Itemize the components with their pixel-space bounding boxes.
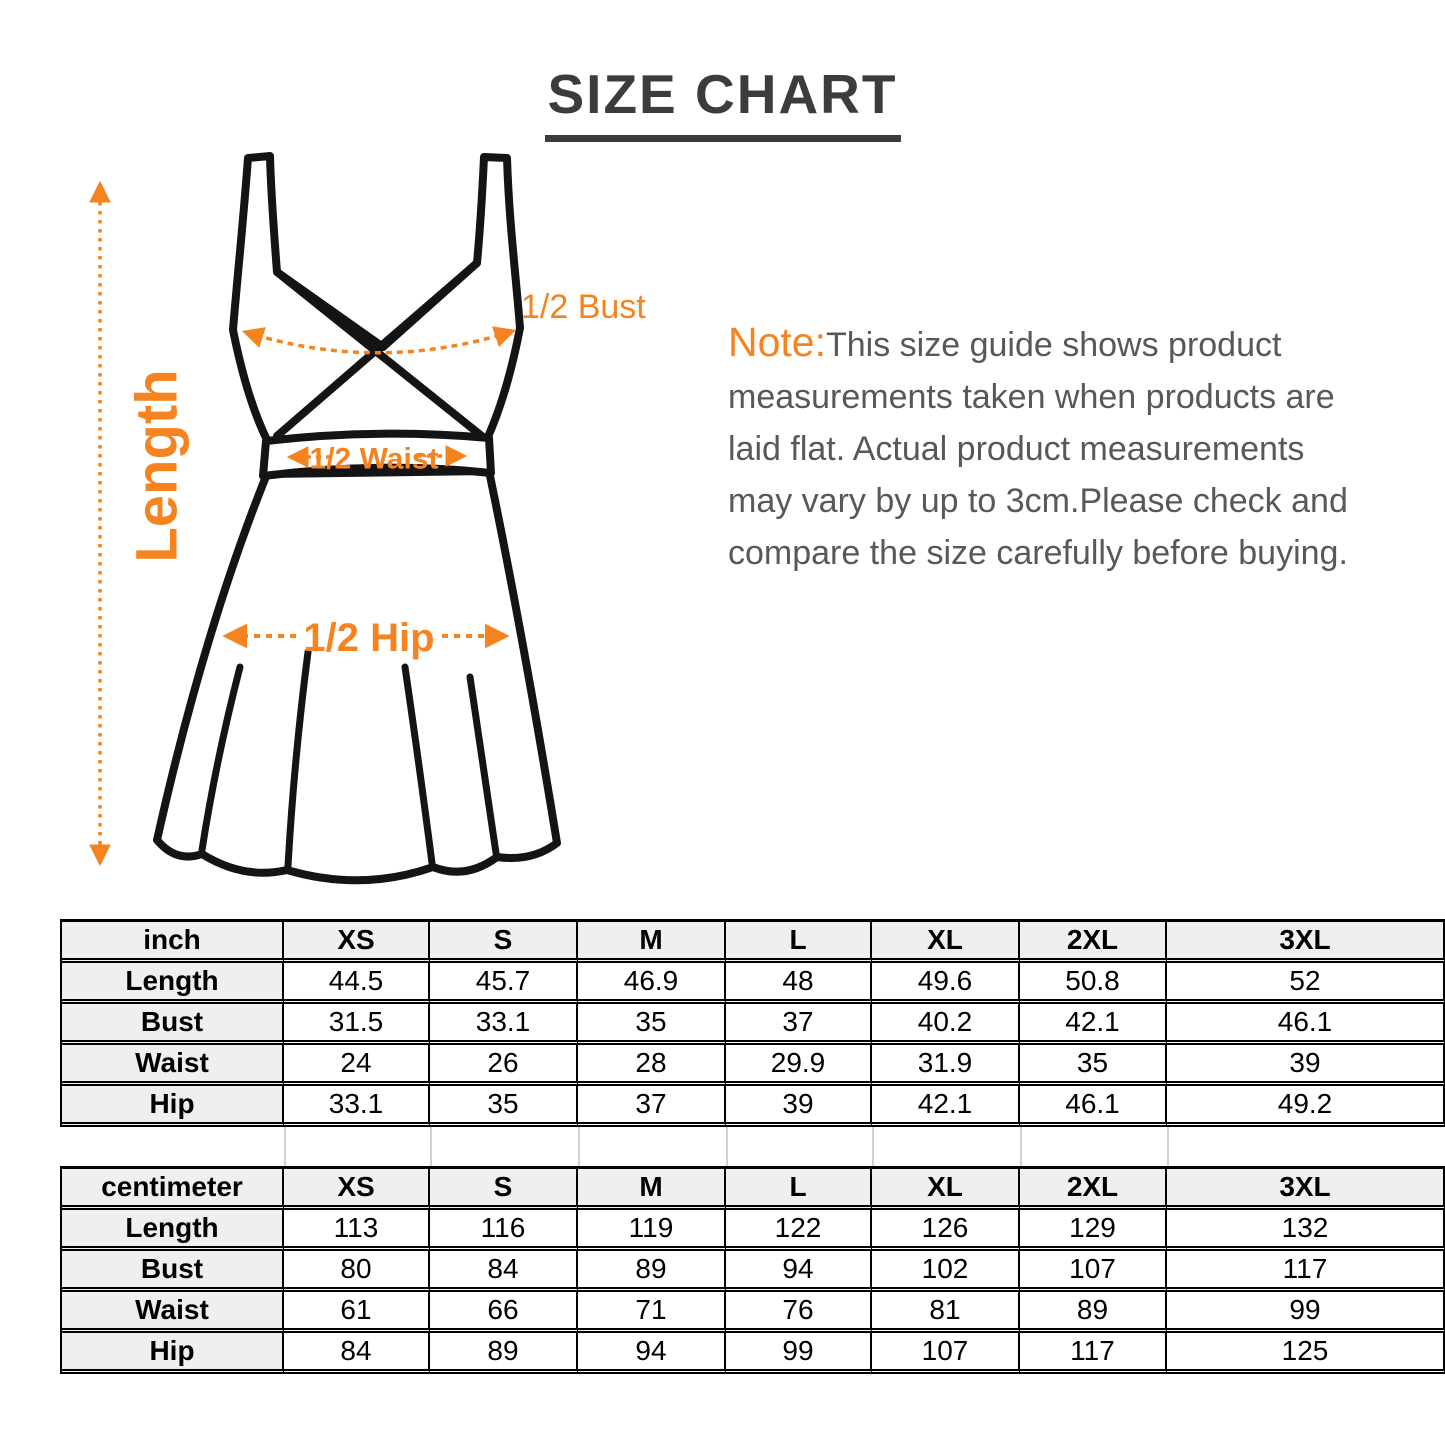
value-cell: 80	[284, 1251, 430, 1292]
value-cell: 35	[578, 1004, 726, 1045]
value-cell: 26	[430, 1045, 578, 1086]
size-header: M	[578, 922, 726, 963]
note-text-line: laid flat. Actual product measurements	[728, 430, 1305, 468]
size-header: 2XL	[1020, 922, 1167, 963]
size-header: 3XL	[1167, 922, 1445, 963]
row-label: Waist	[62, 1045, 284, 1086]
value-cell: 46.9	[578, 963, 726, 1004]
value-cell: 99	[726, 1333, 872, 1374]
value-cell: 46.1	[1167, 1004, 1445, 1045]
size-header: XS	[284, 922, 430, 963]
header	[0, 62, 1445, 142]
value-cell: 107	[1020, 1251, 1167, 1292]
size-header: S	[430, 1169, 578, 1210]
value-cell: 45.7	[430, 963, 578, 1004]
value-cell: 66	[430, 1292, 578, 1333]
table-row	[62, 1292, 1445, 1333]
value-cell: 46.1	[1020, 1086, 1167, 1127]
value-cell: 89	[430, 1333, 578, 1374]
header-row	[62, 1169, 1445, 1210]
value-cell: 99	[1167, 1292, 1445, 1333]
value-cell: 48	[726, 963, 872, 1004]
value-cell: 42.1	[1020, 1004, 1167, 1045]
value-cell: 35	[1020, 1045, 1167, 1086]
value-cell: 119	[578, 1210, 726, 1251]
value-cell: 39	[1167, 1045, 1445, 1086]
size-header: 2XL	[1020, 1169, 1167, 1210]
table-row	[62, 1004, 1445, 1045]
size-header: XL	[872, 922, 1020, 963]
note-block	[728, 316, 1400, 579]
table-row	[62, 1045, 1445, 1086]
size-tables	[60, 919, 1445, 1374]
value-cell: 89	[578, 1251, 726, 1292]
value-cell: 129	[1020, 1210, 1167, 1251]
value-cell: 94	[726, 1251, 872, 1292]
value-cell: 76	[726, 1292, 872, 1333]
note-label: Note:	[728, 319, 826, 365]
table-row	[62, 963, 1445, 1004]
value-cell: 50.8	[1020, 963, 1167, 1004]
waist-label: 1/2 Waist	[309, 442, 439, 476]
value-cell: 42.1	[872, 1086, 1020, 1127]
note-text-line: measurements taken when products are	[728, 378, 1335, 416]
value-cell: 81	[872, 1292, 1020, 1333]
value-cell: 89	[1020, 1292, 1167, 1333]
value-cell: 33.1	[430, 1004, 578, 1045]
value-cell: 102	[872, 1251, 1020, 1292]
value-cell: 40.2	[872, 1004, 1020, 1045]
row-label: Length	[62, 1210, 284, 1251]
size-header: XL	[872, 1169, 1020, 1210]
unit-header: centimeter	[62, 1169, 284, 1210]
value-cell: 84	[284, 1333, 430, 1374]
size-header: XS	[284, 1169, 430, 1210]
value-cell: 116	[430, 1210, 578, 1251]
table-row	[62, 1333, 1445, 1374]
size-header: M	[578, 1169, 726, 1210]
value-cell: 126	[872, 1210, 1020, 1251]
value-cell: 61	[284, 1292, 430, 1333]
value-cell: 24	[284, 1045, 430, 1086]
value-cell: 122	[726, 1210, 872, 1251]
unit-header: inch	[62, 922, 284, 963]
row-label: Length	[62, 963, 284, 1004]
value-cell: 132	[1167, 1210, 1445, 1251]
value-cell: 31.5	[284, 1004, 430, 1045]
value-cell: 49.2	[1167, 1086, 1445, 1127]
row-label: Bust	[62, 1251, 284, 1292]
row-label: Hip	[62, 1333, 284, 1374]
dress-bodice	[233, 156, 520, 442]
hip-label: 1/2 Hip	[303, 616, 435, 660]
value-cell: 52	[1167, 963, 1445, 1004]
size-header: L	[726, 922, 872, 963]
value-cell: 37	[726, 1004, 872, 1045]
size-table-inch	[60, 919, 1445, 1127]
table-gap	[60, 1127, 1443, 1166]
value-cell: 71	[578, 1292, 726, 1333]
value-cell: 94	[578, 1333, 726, 1374]
value-cell: 84	[430, 1251, 578, 1292]
value-cell: 44.5	[284, 963, 430, 1004]
size-header: 3XL	[1167, 1169, 1445, 1210]
value-cell: 28	[578, 1045, 726, 1086]
dress-skirt	[157, 471, 557, 880]
note-text-line: This size guide shows product	[826, 326, 1282, 364]
dress-diagram	[75, 135, 695, 925]
note-text-line: compare the size carefully before buying.	[728, 534, 1348, 572]
value-cell: 33.1	[284, 1086, 430, 1127]
value-cell: 113	[284, 1210, 430, 1251]
value-cell: 39	[726, 1086, 872, 1127]
length-label: Length	[124, 369, 190, 563]
table-row	[62, 1210, 1445, 1251]
size-table-centimeter	[60, 1166, 1445, 1374]
value-cell: 37	[578, 1086, 726, 1127]
value-cell: 117	[1167, 1251, 1445, 1292]
row-label: Bust	[62, 1004, 284, 1045]
value-cell: 31.9	[872, 1045, 1020, 1086]
page-title: SIZE CHART	[545, 62, 901, 142]
value-cell: 35	[430, 1086, 578, 1127]
header-row	[62, 922, 1445, 963]
row-label: Waist	[62, 1292, 284, 1333]
row-label: Hip	[62, 1086, 284, 1127]
size-header: S	[430, 922, 578, 963]
note-text-line: may vary by up to 3cm.Please check and	[728, 482, 1348, 520]
size-header: L	[726, 1169, 872, 1210]
table-row	[62, 1251, 1445, 1292]
value-cell: 125	[1167, 1333, 1445, 1374]
bust-label: 1/2 Bust	[521, 287, 646, 326]
value-cell: 49.6	[872, 963, 1020, 1004]
value-cell: 29.9	[726, 1045, 872, 1086]
value-cell: 117	[1020, 1333, 1167, 1374]
table-row	[62, 1086, 1445, 1127]
value-cell: 107	[872, 1333, 1020, 1374]
